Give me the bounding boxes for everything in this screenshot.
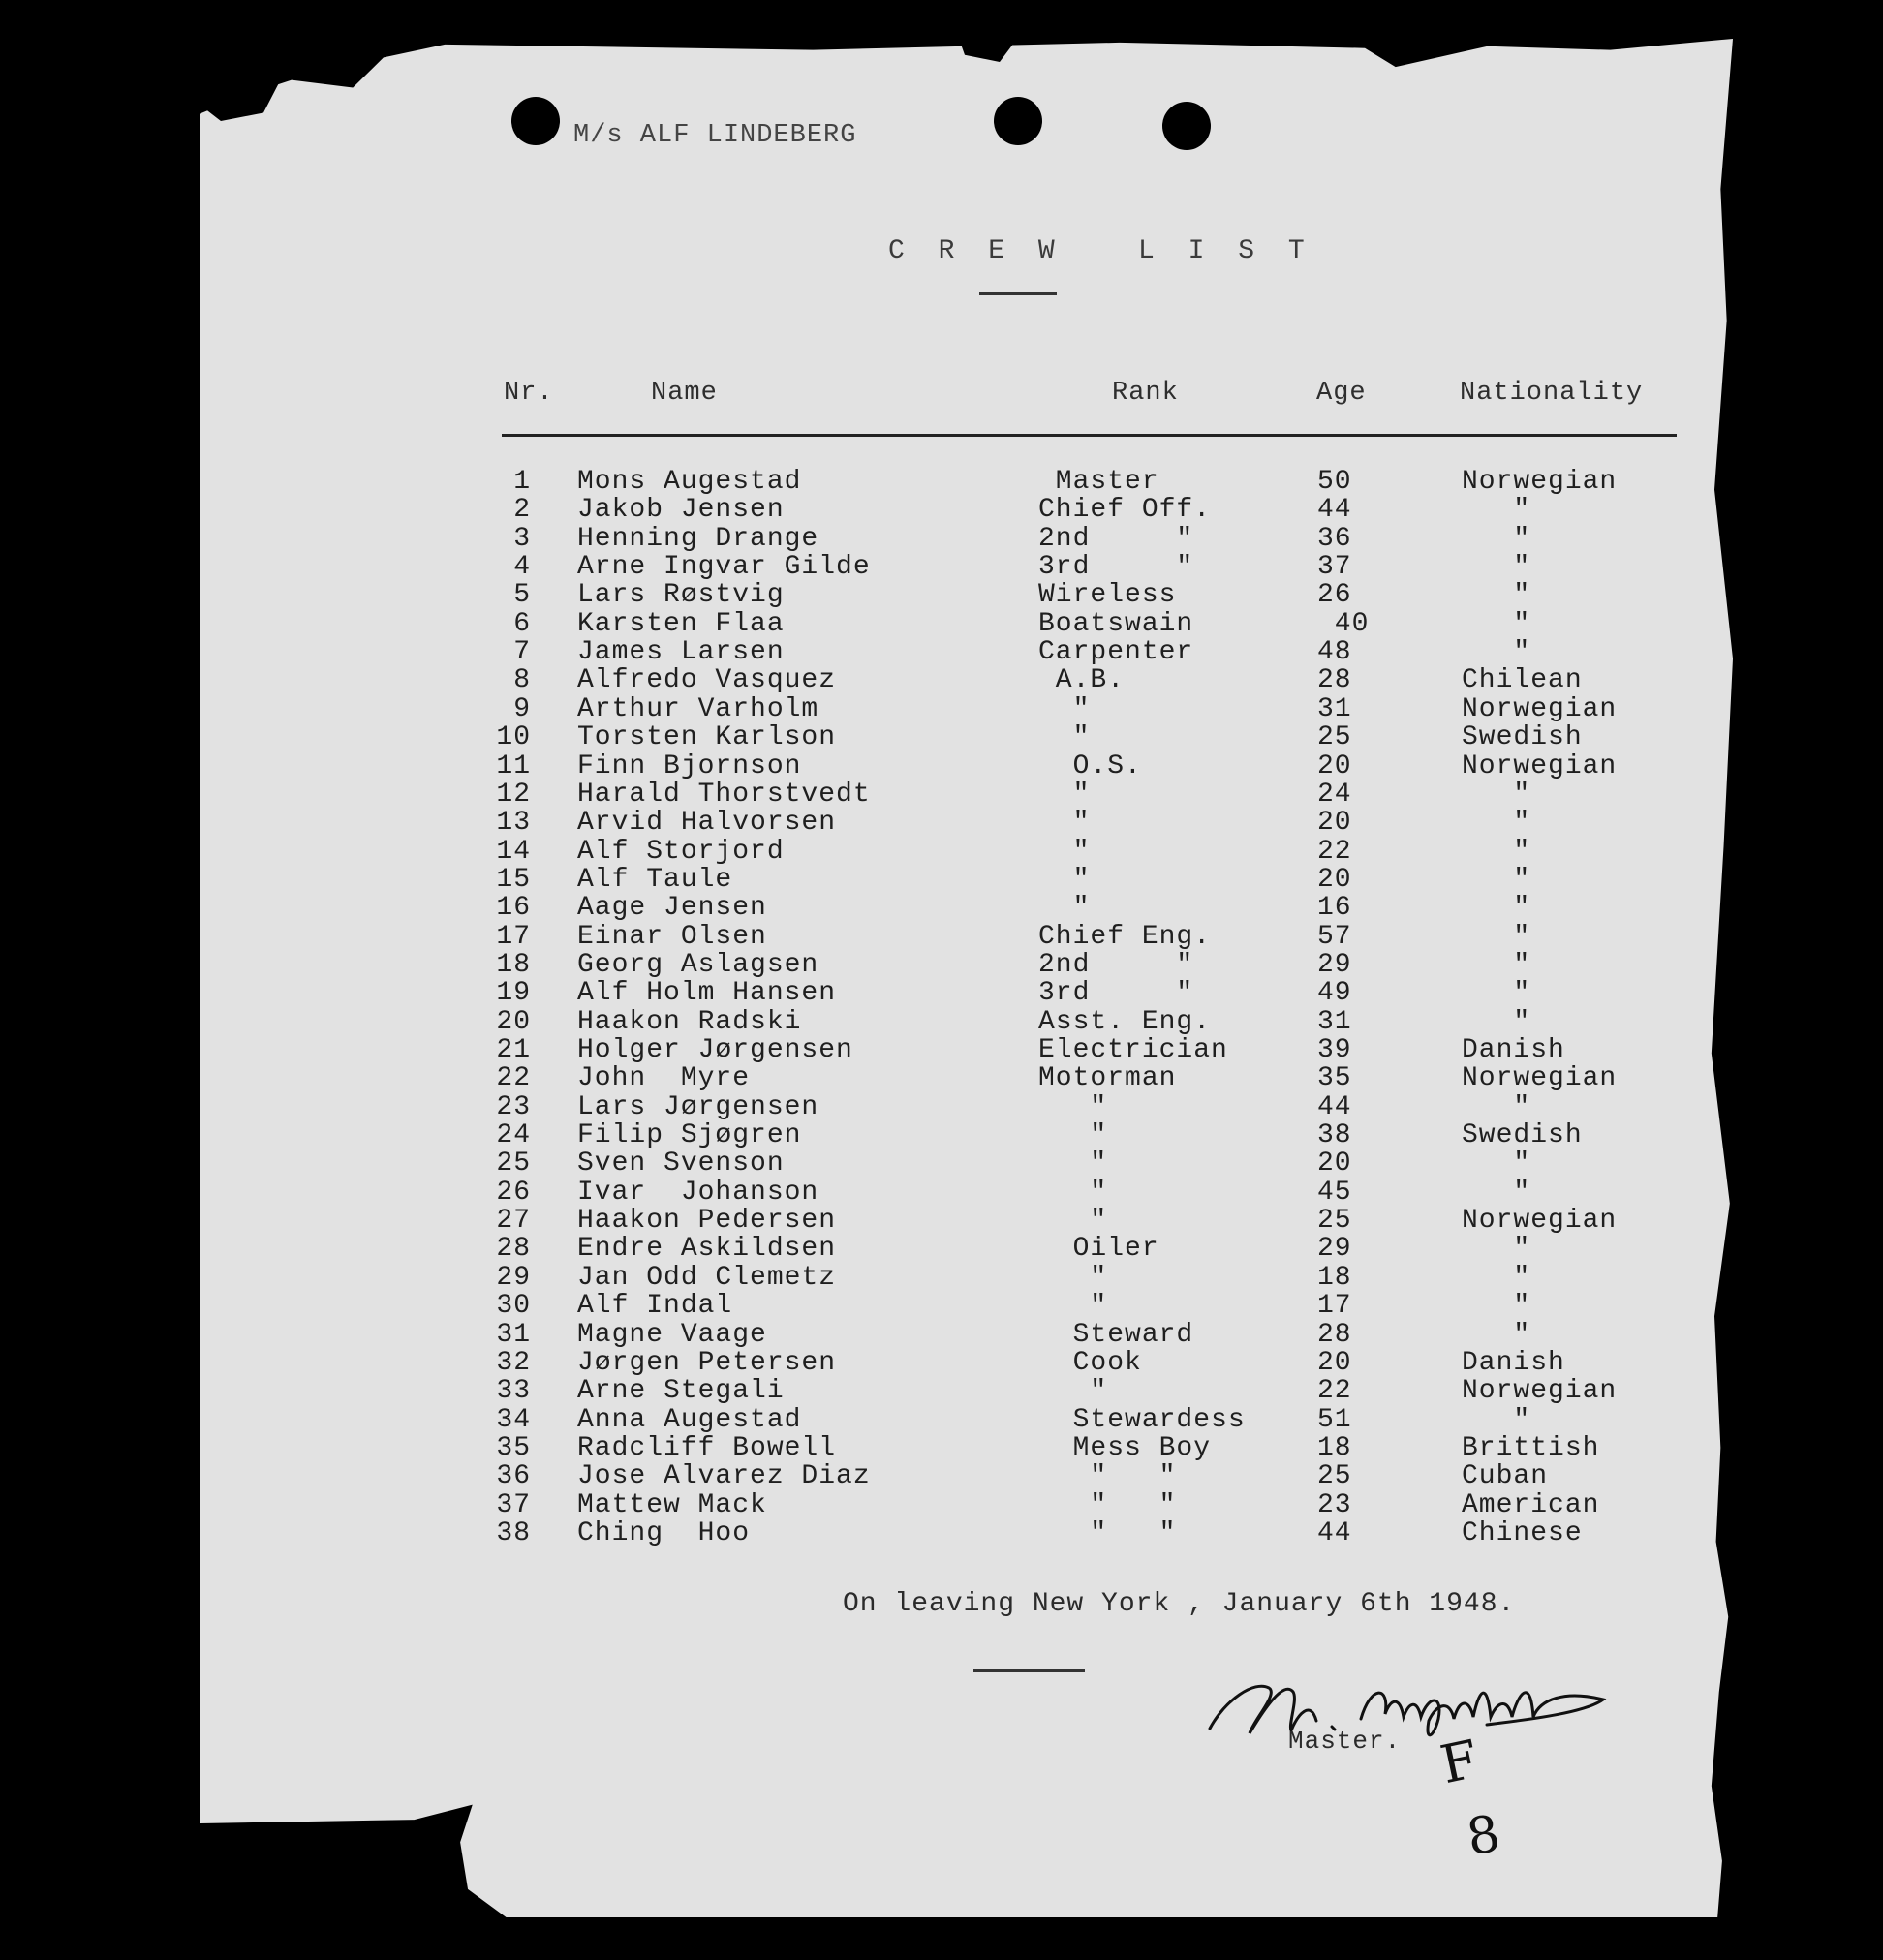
crew-nr: 5 — [513, 580, 531, 611]
crew-rank: " — [1038, 1291, 1108, 1322]
crew-row — [0, 1007, 1883, 1035]
crew-rank: 3rd " — [1038, 978, 1194, 1009]
crew-name: Sven Svenson — [577, 1148, 785, 1179]
crew-row — [0, 637, 1883, 668]
crew-row — [0, 1092, 1883, 1120]
crew-age: 44 — [1317, 1091, 1352, 1122]
crew-nr: 13 — [496, 808, 531, 839]
crew-name: Arvid Halvorsen — [577, 808, 837, 839]
crew-nr: 26 — [496, 1177, 531, 1208]
crew-row — [0, 1263, 1883, 1291]
crew-age: 31 — [1317, 1006, 1352, 1037]
header-rule — [502, 434, 1677, 437]
crew-rank: " — [1038, 893, 1091, 924]
crew-nationality: Danish — [1462, 1347, 1565, 1378]
crew-rank: Oiler — [1038, 1234, 1159, 1265]
crew-age: 39 — [1317, 1035, 1352, 1065]
crew-name: Alf Holm Hansen — [577, 978, 837, 1009]
crew-row — [0, 751, 1883, 780]
crew-row — [0, 1348, 1883, 1376]
crew-nationality: Danish — [1462, 1035, 1565, 1065]
crew-rank: Mess Boy — [1038, 1432, 1212, 1463]
crew-nationality: " — [1462, 608, 1531, 639]
crew-rank: 3rd " — [1038, 552, 1194, 583]
crew-rank: " — [1038, 864, 1091, 895]
crew-nationality: " — [1462, 580, 1531, 611]
crew-row — [0, 893, 1883, 924]
crew-age: 26 — [1317, 580, 1352, 611]
crew-age: 18 — [1317, 1432, 1352, 1463]
crew-name: Einar Olsen — [577, 921, 767, 952]
crew-rank: 2nd " — [1038, 949, 1194, 980]
ship-name: M/s ALF LINDEBERG — [573, 121, 857, 150]
column-header-age: Age — [1316, 379, 1367, 408]
crew-rank: " " — [1038, 1517, 1177, 1548]
crew-nr: 32 — [496, 1347, 531, 1378]
crew-nr: 10 — [496, 722, 531, 753]
crew-nr: 31 — [496, 1319, 531, 1350]
crew-nationality: " — [1462, 637, 1531, 668]
crew-row — [0, 722, 1883, 753]
crew-nr: 25 — [496, 1148, 531, 1179]
crew-row — [0, 495, 1883, 526]
crew-age: 18 — [1317, 1262, 1352, 1293]
crew-row — [0, 1320, 1883, 1348]
crew-nationality: American — [1462, 1489, 1600, 1520]
crew-age: 29 — [1317, 949, 1352, 980]
crew-age: 49 — [1317, 978, 1352, 1009]
crew-age: 20 — [1317, 750, 1352, 781]
crew-nr: 6 — [513, 608, 531, 639]
crew-rank: Steward — [1038, 1319, 1194, 1350]
crew-row — [0, 1234, 1883, 1265]
crew-name: Alf Storjord — [577, 836, 785, 867]
crew-nationality: " — [1462, 978, 1531, 1009]
crew-nationality: Norwegian — [1462, 693, 1618, 724]
crew-rank: " — [1038, 1148, 1108, 1179]
crew-nationality: Cuban — [1462, 1461, 1549, 1492]
crew-age: 20 — [1317, 1347, 1352, 1378]
crew-name: Karsten Flaa — [577, 608, 785, 639]
crew-nationality: " — [1462, 495, 1531, 526]
crew-nr: 14 — [496, 836, 531, 867]
crew-nationality: " — [1462, 1148, 1531, 1179]
crew-rank: O.S. — [1038, 750, 1142, 781]
crew-nationality: " — [1462, 1091, 1531, 1122]
crew-name: Alf Taule — [577, 864, 733, 895]
crew-nationality: Chinese — [1462, 1517, 1583, 1548]
crew-name: Anna Augestad — [577, 1404, 802, 1435]
crew-nationality: Norwegian — [1462, 750, 1618, 781]
crew-nationality: " — [1462, 1262, 1531, 1293]
crew-name: Mattew Mack — [577, 1489, 767, 1520]
crew-row — [0, 1063, 1883, 1094]
crew-rank: Carpenter — [1038, 637, 1194, 668]
crew-nr: 3 — [513, 523, 531, 554]
crew-row — [0, 665, 1883, 696]
crew-rank: " — [1038, 779, 1091, 810]
crew-rank: " — [1038, 1177, 1108, 1208]
crew-nr: 23 — [496, 1091, 531, 1122]
punch-hole — [511, 97, 560, 145]
crew-nr: 8 — [513, 665, 531, 696]
column-header-nr: Nr. — [504, 379, 554, 408]
crew-age: 20 — [1317, 864, 1352, 895]
crew-row — [0, 1206, 1883, 1237]
crew-nr: 34 — [496, 1404, 531, 1435]
crew-rank: Cook — [1038, 1347, 1142, 1378]
crew-nr: 2 — [513, 495, 531, 526]
crew-row — [0, 950, 1883, 978]
crew-row — [0, 609, 1883, 637]
crew-rank: 2nd " — [1038, 523, 1194, 554]
crew-nr: 4 — [513, 552, 531, 583]
punch-hole — [994, 97, 1042, 145]
crew-rank: Boatswain — [1038, 608, 1194, 639]
crew-nr: 33 — [496, 1376, 531, 1407]
crew-nr: 16 — [496, 893, 531, 924]
crew-row — [0, 922, 1883, 950]
crew-row — [0, 1148, 1883, 1177]
crew-nationality: " — [1462, 1234, 1531, 1265]
crew-nr: 19 — [496, 978, 531, 1009]
crew-row — [0, 552, 1883, 583]
crew-age: 24 — [1317, 779, 1352, 810]
crew-nr: 18 — [496, 949, 531, 980]
crew-nr: 29 — [496, 1262, 531, 1293]
crew-name: Arne Ingvar Gilde — [577, 552, 871, 583]
crew-rank: Chief Off. — [1038, 495, 1212, 526]
crew-nationality: Chilean — [1462, 665, 1583, 696]
crew-nr: 36 — [496, 1461, 531, 1492]
column-header-rank: Rank — [1112, 379, 1179, 408]
crew-age: 22 — [1317, 836, 1352, 867]
crew-age: 28 — [1317, 665, 1352, 696]
crew-nationality: " — [1462, 949, 1531, 980]
crew-name: Lars Røstvig — [577, 580, 785, 611]
crew-nationality: " — [1462, 864, 1531, 895]
crew-name: Radcliff Bowell — [577, 1432, 837, 1463]
crew-name: Aage Jensen — [577, 893, 767, 924]
crew-row — [0, 1178, 1883, 1206]
crew-age: 25 — [1317, 1461, 1352, 1492]
crew-name: Ching Hoo — [577, 1517, 751, 1548]
crew-name: Filip Sjøgren — [577, 1120, 802, 1151]
margin-mark-f: F — [1435, 1728, 1484, 1796]
crew-rank: " — [1038, 722, 1091, 753]
crew-name: Arthur Varholm — [577, 693, 819, 724]
crew-name: Jørgen Petersen — [577, 1347, 837, 1378]
crew-nationality: " — [1462, 1319, 1531, 1350]
crew-name: Georg Aslagsen — [577, 949, 819, 980]
crew-nationality: Norwegian — [1462, 1206, 1618, 1237]
punch-hole — [1162, 102, 1211, 150]
crew-age: 36 — [1317, 523, 1352, 554]
crew-row — [0, 1291, 1883, 1322]
crew-row — [0, 1433, 1883, 1461]
crew-nationality: " — [1462, 1404, 1531, 1435]
crew-nr: 17 — [496, 921, 531, 952]
crew-name: Jan Odd Clemetz — [577, 1262, 837, 1293]
crew-nationality: Brittish — [1462, 1432, 1600, 1463]
crew-rank: Chief Eng. — [1038, 921, 1212, 952]
column-header-nationality: Nationality — [1460, 379, 1644, 408]
crew-name: Holger Jørgensen — [577, 1035, 853, 1065]
crew-row — [0, 865, 1883, 893]
title-underline — [979, 292, 1057, 295]
signature-role: Master. — [1288, 1727, 1402, 1756]
crew-nationality: Norwegian — [1462, 1376, 1618, 1407]
crew-name: Henning Drange — [577, 523, 819, 554]
crew-rank: Motorman — [1038, 1063, 1177, 1094]
crew-age: 25 — [1317, 1206, 1352, 1237]
crew-age: 50 — [1317, 467, 1352, 497]
crew-nationality: " — [1462, 1006, 1531, 1037]
crew-name: Finn Bjornson — [577, 750, 802, 781]
crew-nr: 1 — [513, 467, 531, 497]
crew-nationality: Swedish — [1462, 722, 1583, 753]
crew-rank: Master — [1038, 467, 1159, 497]
crew-age: 20 — [1317, 808, 1352, 839]
crew-age: 51 — [1317, 1404, 1352, 1435]
crew-nr: 30 — [496, 1291, 531, 1322]
crew-rank: " " — [1038, 1489, 1177, 1520]
crew-age: 29 — [1317, 1234, 1352, 1265]
crew-nationality: " — [1462, 1291, 1531, 1322]
crew-age: 57 — [1317, 921, 1352, 952]
crew-nr: 11 — [496, 750, 531, 781]
crew-nationality: " — [1462, 893, 1531, 924]
crew-nr: 27 — [496, 1206, 531, 1237]
crew-nationality: " — [1462, 552, 1531, 583]
crew-rank: Asst. Eng. — [1038, 1006, 1212, 1037]
crew-age: 45 — [1317, 1177, 1352, 1208]
crew-row — [0, 1490, 1883, 1518]
crew-row — [0, 694, 1883, 722]
crew-name: John Myre — [577, 1063, 751, 1094]
crew-name: Torsten Karlson — [577, 722, 837, 753]
crew-rank: " — [1038, 836, 1091, 867]
crew-row — [0, 524, 1883, 552]
crew-rank: " — [1038, 808, 1091, 839]
crew-age: 37 — [1317, 552, 1352, 583]
column-header-name: Name — [651, 379, 718, 408]
handwritten-signature — [1196, 1661, 1622, 1748]
crew-name: James Larsen — [577, 637, 785, 668]
crew-nationality: Norwegian — [1462, 467, 1618, 497]
crew-rank: " — [1038, 693, 1091, 724]
crew-name: Alf Indal — [577, 1291, 733, 1322]
crew-age: 23 — [1317, 1489, 1352, 1520]
crew-name: Harald Thorstvedt — [577, 779, 871, 810]
crew-name: Arne Stegali — [577, 1376, 785, 1407]
crew-age: 35 — [1317, 1063, 1352, 1094]
crew-nr: 24 — [496, 1120, 531, 1151]
crew-row — [0, 837, 1883, 865]
crew-rank: Stewardess — [1038, 1404, 1246, 1435]
crew-rank: " — [1038, 1376, 1108, 1407]
crew-age: 31 — [1317, 693, 1352, 724]
crew-row — [0, 467, 1883, 495]
crew-name: Alfredo Vasquez — [577, 665, 837, 696]
crew-nationality: " — [1462, 921, 1531, 952]
crew-name: Lars Jørgensen — [577, 1091, 819, 1122]
crew-rank: " — [1038, 1120, 1108, 1151]
crew-rank: " — [1038, 1091, 1108, 1122]
crew-name: Haakon Pedersen — [577, 1206, 837, 1237]
crew-age: 17 — [1317, 1291, 1352, 1322]
crew-name: Ivar Johanson — [577, 1177, 819, 1208]
crew-age: 44 — [1317, 1517, 1352, 1548]
crew-nationality: " — [1462, 1177, 1531, 1208]
crew-age: 40 — [1317, 608, 1370, 639]
crew-row — [0, 580, 1883, 611]
crew-nationality: " — [1462, 523, 1531, 554]
crew-age: 48 — [1317, 637, 1352, 668]
crew-nr: 12 — [496, 779, 531, 810]
crew-row — [0, 1376, 1883, 1407]
crew-nr: 15 — [496, 864, 531, 895]
crew-row — [0, 1120, 1883, 1151]
crew-nr: 37 — [496, 1489, 531, 1520]
crew-name: Jose Alvarez Diaz — [577, 1461, 871, 1492]
crew-age: 25 — [1317, 722, 1352, 753]
crew-age: 38 — [1317, 1120, 1352, 1151]
crew-nr: 38 — [496, 1517, 531, 1548]
crew-row — [0, 1518, 1883, 1547]
crew-row — [0, 780, 1883, 808]
crew-age: 20 — [1317, 1148, 1352, 1179]
crew-name: Magne Vaage — [577, 1319, 767, 1350]
crew-name: Jakob Jensen — [577, 495, 785, 526]
crew-row — [0, 978, 1883, 1009]
crew-age: 16 — [1317, 893, 1352, 924]
crew-rank: " — [1038, 1206, 1108, 1237]
crew-age: 28 — [1317, 1319, 1352, 1350]
crew-nationality: " — [1462, 779, 1531, 810]
crew-nr: 9 — [513, 693, 531, 724]
crew-nr: 7 — [513, 637, 531, 668]
crew-nr: 20 — [496, 1006, 531, 1037]
crew-row — [0, 1035, 1883, 1063]
closing-line: On leaving New York , January 6th 1948. — [843, 1589, 1516, 1619]
crew-row — [0, 1461, 1883, 1492]
crew-row — [0, 1405, 1883, 1433]
crew-rank: A.B. — [1038, 665, 1126, 696]
crew-nationality: " — [1462, 836, 1531, 867]
crew-nr: 28 — [496, 1234, 531, 1265]
crew-rank: Wireless — [1038, 580, 1177, 611]
crew-nr: 21 — [496, 1035, 531, 1065]
crew-nationality: Norwegian — [1462, 1063, 1618, 1094]
crew-rank: " " — [1038, 1461, 1177, 1492]
margin-mark-8: 8 — [1463, 1804, 1505, 1868]
crew-nationality: " — [1462, 808, 1531, 839]
crew-nr: 22 — [496, 1063, 531, 1094]
crew-age: 44 — [1317, 495, 1352, 526]
signature-rule — [973, 1669, 1085, 1672]
crew-rank: Electrician — [1038, 1035, 1228, 1065]
document-title: C R E W L I S T — [888, 236, 1313, 266]
crew-rank: " — [1038, 1262, 1108, 1293]
crew-nationality: Swedish — [1462, 1120, 1583, 1151]
crew-name: Mons Augestad — [577, 467, 802, 497]
crew-name: Endre Askildsen — [577, 1234, 837, 1265]
crew-age: 22 — [1317, 1376, 1352, 1407]
crew-row — [0, 808, 1883, 839]
crew-nr: 35 — [496, 1432, 531, 1463]
crew-name: Haakon Radski — [577, 1006, 802, 1037]
